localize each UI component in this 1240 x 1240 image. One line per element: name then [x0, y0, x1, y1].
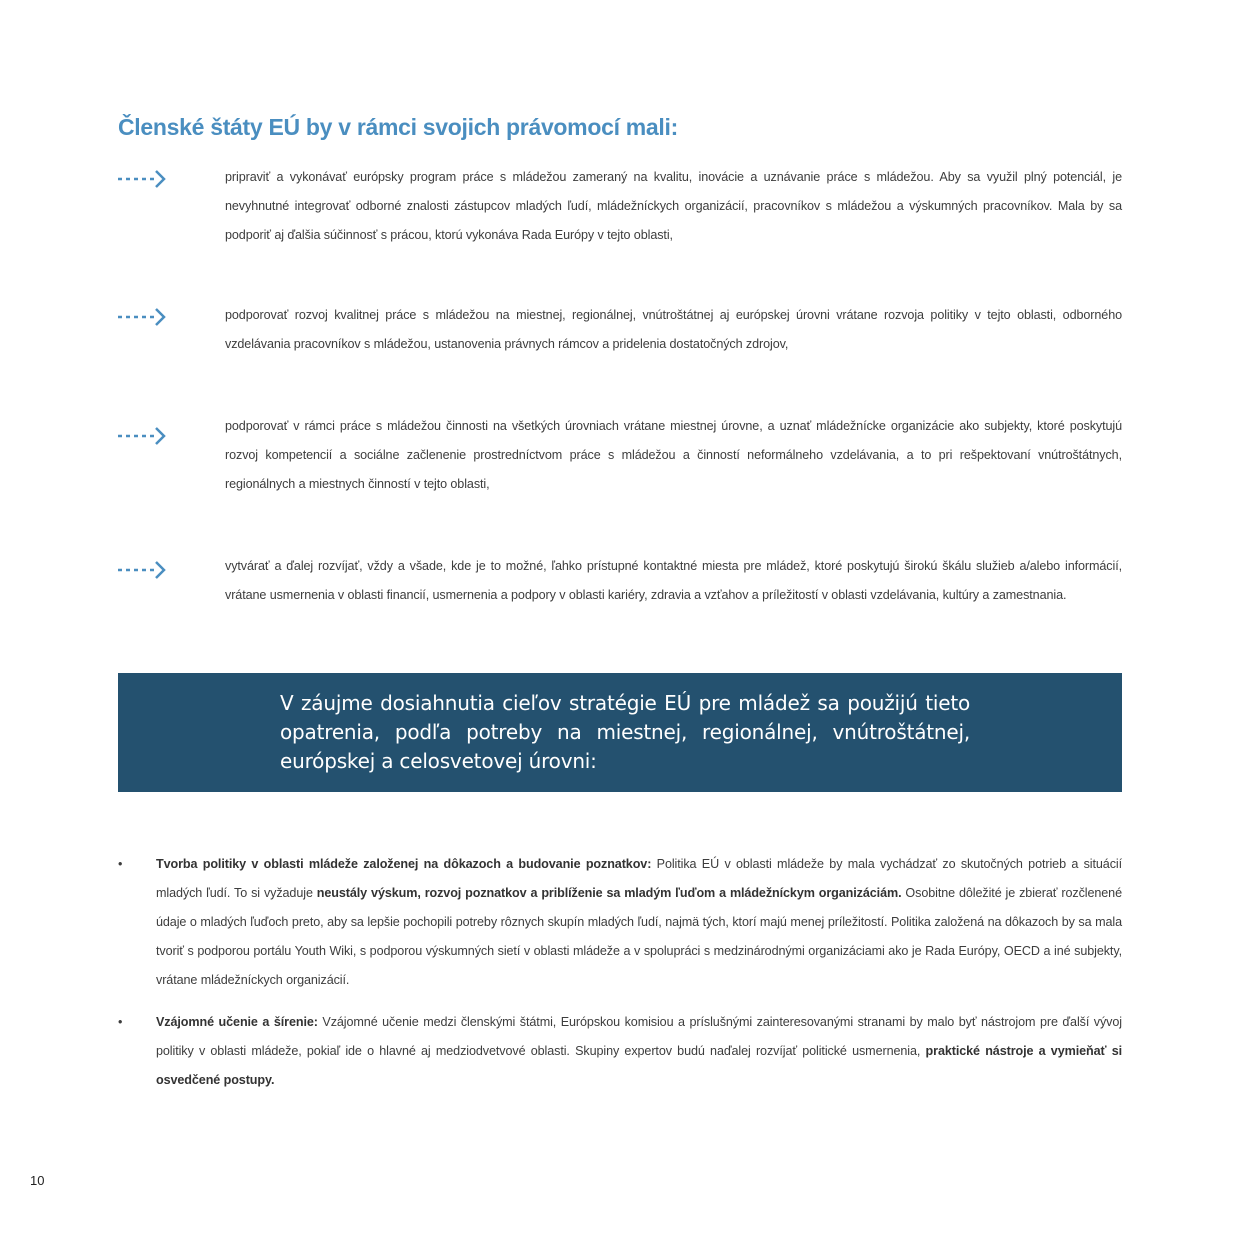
dashed-arrow-icon [118, 425, 168, 447]
arrow-item-text: pripraviť a vykonávať európsky program práce s mládežou zameraný na kvalitu, inovácie a uznávanie práce s mládežou. Aby sa využil plný potenciál, je nevyhnutné integrovať odborné znalosti zástupcov mladých ľudí, mládežníckych organizácií, pracovníkov s mládežou a výskumných pracovníkov. Mala by sa podporiť aj ďalšia súčinnosť s prácou, ktorú vykonáva Rada Európy v tejto oblasti, [225, 170, 1122, 242]
bullet-text [156, 1008, 1122, 1095]
bullet-emphasis: neustály výskum, rozvoj poznatkov a priblíženie sa mladým ľuďom a mládežníckym organizáciám. [316, 886, 902, 900]
arrow-item-text: podporovať v rámci práce s mládežou činnosti na všetkých úrovniach vrátane miestnej úrovne, a uznať mládežnícke organizácie ako subjekty, ktoré poskytujú rozvoj kompetencií a sociálne začlenenie prostredníctvom práce s mládežou a činností neformálneho vzdelávania, a to pri rešpektovaní vnútroštátnych, regionálnych a miestnych činností v tejto oblasti, [225, 419, 1122, 491]
bullet-lead: Vzájomné učenie a šírenie: [156, 1015, 318, 1029]
highlight-banner [118, 673, 1122, 792]
bullet-lead: Tvorba politiky v oblasti mládeže založenej na dôkazoch a budovanie poznatkov: [156, 857, 652, 871]
bullet-marker: • [118, 1015, 123, 1029]
dashed-arrow-icon [118, 559, 168, 581]
bullet-text [156, 850, 1122, 995]
bullet-emphasis: praktické nástroje a vymieňať si osvedčené postupy. [156, 1044, 1122, 1087]
dashed-arrow-icon [118, 306, 168, 328]
arrow-item-text: vytvárať a ďalej rozvíjať, vždy a všade, kde je to možné, ľahko prístupné kontaktné miesta pre mládež, ktoré poskytujú širokú škálu služieb a/alebo informácií, vrátane usmernenia v oblasti financií, usmernenia a podpory v oblasti kariéry, zdravia a vzťahov a príležitostí v oblasti vzdelávania, kultúry a zamestnania. [225, 559, 1122, 602]
bullet-body: Politika EÚ v oblasti mládeže by mala vychádzať zo skutočných potrieb a situácií mladých ľudí. To si vyžaduje [156, 857, 1122, 900]
bullet-body: Osobitne dôležité je zbierať rozčlenené údaje o mladých ľuďoch preto, aby sa lepšie pochopili potreby rôznych skupín mladých ľudí, najmä tých, ktorí majú menej príležitostí. Politika založená na dôkazoch by sa mala tvoriť s podporou portálu Youth Wiki, s podporou výskumných sietí v oblasti mládeže a v spolupráci s medzinárodnými organizáciami ako je Rada Európy, OECD a iné subjekty, vrátane mládežníckych organizácií. [156, 886, 1122, 987]
banner-text: V záujme dosiahnutia cieľov stratégie EÚ pre mládež sa použijú tieto opatrenia, podľa potreby na miestnej, regionálnej, vnútroštátnej, európskej a celosvetovej úrovni: [280, 691, 970, 773]
dashed-arrow-icon [118, 168, 168, 190]
section-heading: Členské štáty EÚ by v rámci svojich právomocí mali: [118, 114, 678, 140]
page-number: 10 [30, 1173, 45, 1188]
bullet-body: Vzájomné učenie medzi členskými štátmi, Európskou komisiou a príslušnými zainteresovanými stranami by malo byť nástrojom pre ďalší vývoj politiky v oblasti mládeže, pokiaľ ide o hlavné aj medziodvetvové oblasti. Skupiny expertov budú naďalej rozvíjať politické usmernenia, [156, 1015, 1122, 1058]
arrow-item-text: podporovať rozvoj kvalitnej práce s mládežou na miestnej, regionálnej, vnútroštátnej aj európskej úrovni vrátane rozvoja politiky v tejto oblasti, odborného vzdelávania pracovníkov s mládežou, ustanovenia právnych rámcov a pridelenia dostatočných zdrojov, [225, 308, 1122, 351]
bullet-marker: • [118, 857, 123, 871]
